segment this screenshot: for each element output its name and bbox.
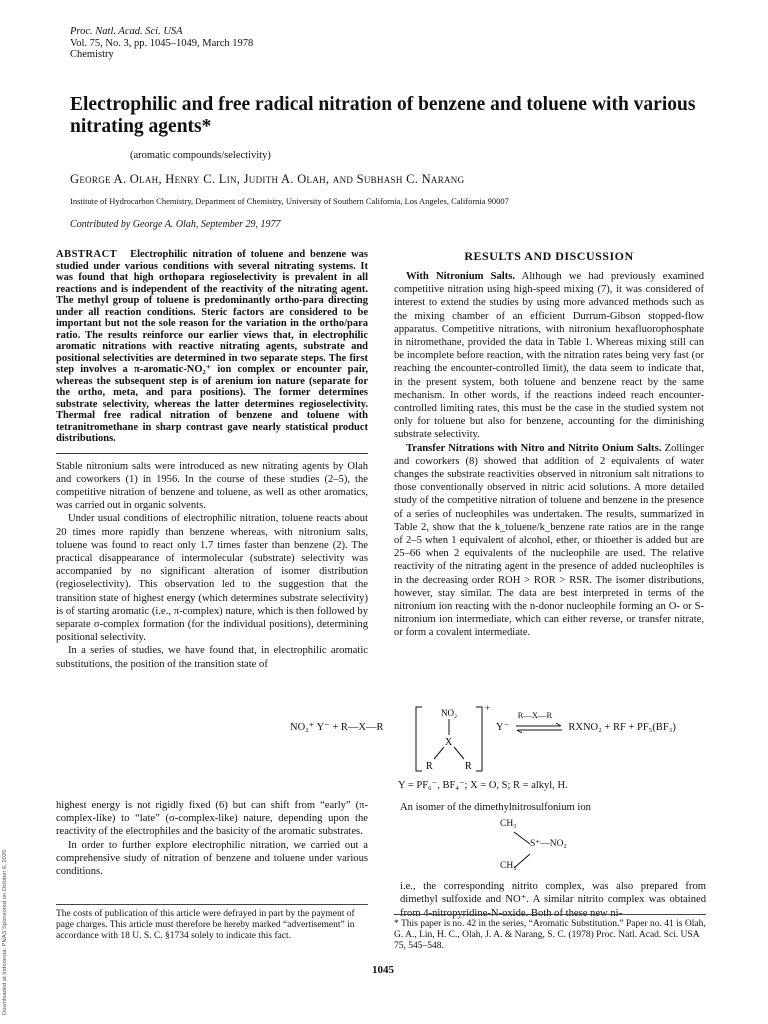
- isomer-text: i.e., the corresponding nitrito complex, was also prepared from dimethyl sulfoxide and NO⁺. A similar nitrito complex was obtained from 4-nitropyridine-N-oxide. Both of these new ni-: [400, 881, 706, 919]
- right-column: [394, 249, 704, 640]
- structure-center: S⁺—NO₂: [530, 839, 567, 850]
- sulfonium-structure: [400, 814, 706, 880]
- journal-header: [70, 26, 253, 61]
- scheme-reactants: NO₂⁺ Y⁻ + R—X—R: [290, 722, 384, 733]
- abstract: [56, 249, 368, 445]
- intro-paragraph: Under usual conditions of electrophilic nitration, toluene reacts about 20 times more rapidly than benzene whereas, with nitronium salts, toluene was found to react only 1.7 times faster than benzene (2). The practical disappearance of intermolecular (substrate) selectivity was accompanied by no significant alteration of isomer distribution (regioselectivity). This observation led to the suggestion that the transition state of highest energy (which determines substrate selectivity) is of starting aromatic (i.e., π-complex) nature, which is then followed by separate σ-complex formation (for the individual positions), determining positional selectivity.: [56, 513, 368, 644]
- run-in-heading: Transfer Nitrations with Nitro and Nitrito Onium Salts.: [406, 442, 662, 454]
- reaction-scheme: [290, 703, 710, 793]
- contributed-by: Contributed by George A. Olah, September 29, 1977: [70, 219, 281, 230]
- run-in-heading: With Nitronium Salts.: [406, 271, 516, 282]
- abstract-text: Electrophilic nitration of toluene and benzene was studied under various conditions with several nitrating systems. It was found that high orthopara regioselectivity is prevalent in all reactions and is independent of the reactivity of the nitrating agent. The methyl group of toluene is predominantly ortho-para directing under all reaction conditions. Steric factors are considered to be important but not the sole reason for the variation in the ortho/para ratio. The results reinforce our earlier views that, in electrophilic aromatic nitrations with reactive nitrating agents, substrate and positional selectivities are determined in two separate steps. The first step involves a π-aromatic-NO₂⁺ ion complex or encounter pair, whereas the subsequent step is of arenium ion nature (separate for the ortho, meta, and para positions). The former determines substrate selectivity, whereas the latter determines regioselectivity. Thermal free radical nitration of benzene and toluene with tetranitromethane in sharp contrast gave nearly statistical product distributions.: [56, 249, 369, 444]
- structure-ch3-top: CH₃: [500, 819, 517, 830]
- abstract-label: ABSTRACT: [56, 249, 118, 260]
- series-footnote: * This paper is no. 42 in the series, “Aromatic Substitution.” Paper no. 41 is Olah, G. A., Lin, H. C., Olah, J. A. & Narang, S. C. (1978) Proc. Natl. Acad. Sci. USA 75, 545–548.: [394, 914, 706, 952]
- journal-volume: Vol. 75, No. 3, pp. 1045–1049, March 1978: [70, 37, 254, 49]
- journal-name: Proc. Natl. Acad. Sci. USA: [70, 26, 183, 37]
- abstract-divider: [56, 453, 368, 454]
- left-bracket: [416, 707, 422, 771]
- isomer-intro: An isomer of the dimethylnitrosulfonium ion: [400, 802, 591, 813]
- journal-section: Chemistry: [70, 49, 114, 60]
- bond-line: [454, 747, 464, 759]
- scheme-x: X: [445, 737, 453, 748]
- publication-cost-footnote: The costs of publication of this article were defrayed in part by the payment of page charges. This article must therefore be hereby marked “advertisement” in accordance with 18 U. S. C. §1734 solely to indicate this fact.: [56, 904, 368, 942]
- structure-ch3-bottom: CH₃: [500, 861, 517, 872]
- left-column-continued: [56, 799, 368, 878]
- body-paragraph: In order to further explore electrophilic nitration, we carried out a comprehensive study of nitration of benzene and toluene under various conditions.: [56, 839, 368, 878]
- right-bracket: [476, 707, 482, 771]
- page-number: 1045: [372, 964, 394, 976]
- scheme-arrow-label: R—X—R: [517, 710, 553, 720]
- keywords: (aromatic compounds/selectivity): [130, 150, 271, 161]
- scheme-legend: Y = PF₆⁻, BF₄⁻; X = O, S; R = alkyl, H.: [398, 780, 568, 791]
- scheme-intermediate: [404, 703, 494, 777]
- scheme-no2: NO₂: [441, 708, 458, 718]
- scheme-counter-ion: Y⁻: [496, 722, 510, 733]
- paper-title: Electrophilic and free radical nitration of benzene and toluene with various nitrating agents*: [70, 94, 696, 137]
- scheme-arrow: [512, 710, 566, 733]
- authors: George A. Olah, Henry C. Lin, Judith A. Olah, and Subhash C. Narang: [70, 172, 465, 186]
- right-column-continued: [400, 801, 706, 920]
- equilibrium-arrow-icon: [514, 723, 564, 733]
- results-paragraph: With Nitronium Salts. Although we had previously examined competitive nitration using high-speed mixing (7), it was considered of interest to extend the studies by using more advanced methods such as the mixing chamber of an efficient Durrum-Gibson stopped-flow apparatus. Competitive nitrations, with nitronium hexafluorophosphate in nitromethane, provided the data in Table 1. Whereas mixing still can be incomplete before reaction, with the nitration rates being very fast (or reaching the encounter-controlled limit), the data seem to indicate that, in the present system, both toluene and benzene react by the same mechanism. In other words, if the reactions indeed reach encounter-controlled limiting rates, this must be the case in the studied system not only for toluene but also for benzene, accounting for the diminishing substrate selectivity.: [394, 271, 704, 441]
- scheme-products-group: [496, 710, 676, 733]
- intro-paragraph: In a series of studies, we have found that, in electrophilic aromatic substitutions, the position of the transition state of: [56, 645, 368, 670]
- scheme-charge: +: [485, 703, 491, 713]
- scheme-products: RXNO₂ + RF + PF₅(BF₃): [568, 722, 676, 733]
- structure-bonds: [508, 828, 548, 888]
- body-paragraph: highest energy is not rigidly fixed (6) but can shift from “early” (π-complex-like) to “late” (σ-complex-like) nature, depending upon the reactivity of the electrophiles and the basicity of the aromatic substrates.: [56, 800, 368, 838]
- download-stamp: Downloaded at Indonesia: PNAS Sponsored on October 6, 2020: [2, 849, 8, 1015]
- results-text: [394, 270, 704, 640]
- institute: Institute of Hydrocarbon Chemistry, Department of Chemistry, University of Southern California, Los Angeles, California 90007: [70, 196, 509, 206]
- intro-paragraph: Stable nitronium salts were introduced as new nitrating agents by Olah and coworkers (1) in 1956. In the course of these studies (2–5), the competitive nitration of benzene and toluene, as well as other aromatics, was carried out in organic solvents.: [56, 460, 368, 512]
- results-heading: RESULTS AND DISCUSSION: [464, 249, 634, 263]
- introduction: [56, 460, 368, 671]
- bond-line: [434, 747, 444, 759]
- scheme-r: R: [426, 761, 433, 772]
- left-column: [56, 249, 368, 671]
- results-paragraph: Transfer Nitrations with Nitro and Nitrito Onium Salts. Zollinger and coworkers (8) showed that addition of 2 equivalents of water changes the substrate reactivities observed in nitronium salt nitrations to those conventionally observed in nitric acid solutions. A more detailed study of the competitive nitration of toluene and benzene in the presence of a series of nucleophiles was undertaken. The results, summarized in Table 2, show that the k_toluene/k_benzene rate ratios are in the range of 2–5 when 1 equivalent of alcohol, ether, or thioether is added but are 25–66 when 2 equivalents of the nucleophile are used. The relative reactivity of the nitrating agent in the presence of added nucleophiles is in the decreasing order ROH > ROR > RSR. The isomer distributions, however, stay similar. The data are best interpreted in terms of the nitronium ion reacting with the n-donor nucleophile forming an O- or S-nitronium ion intermediate, which can either reverse, or transfer nitrate, or form a covalent intermediate.: [394, 442, 705, 639]
- scheme-r: R: [465, 761, 472, 772]
